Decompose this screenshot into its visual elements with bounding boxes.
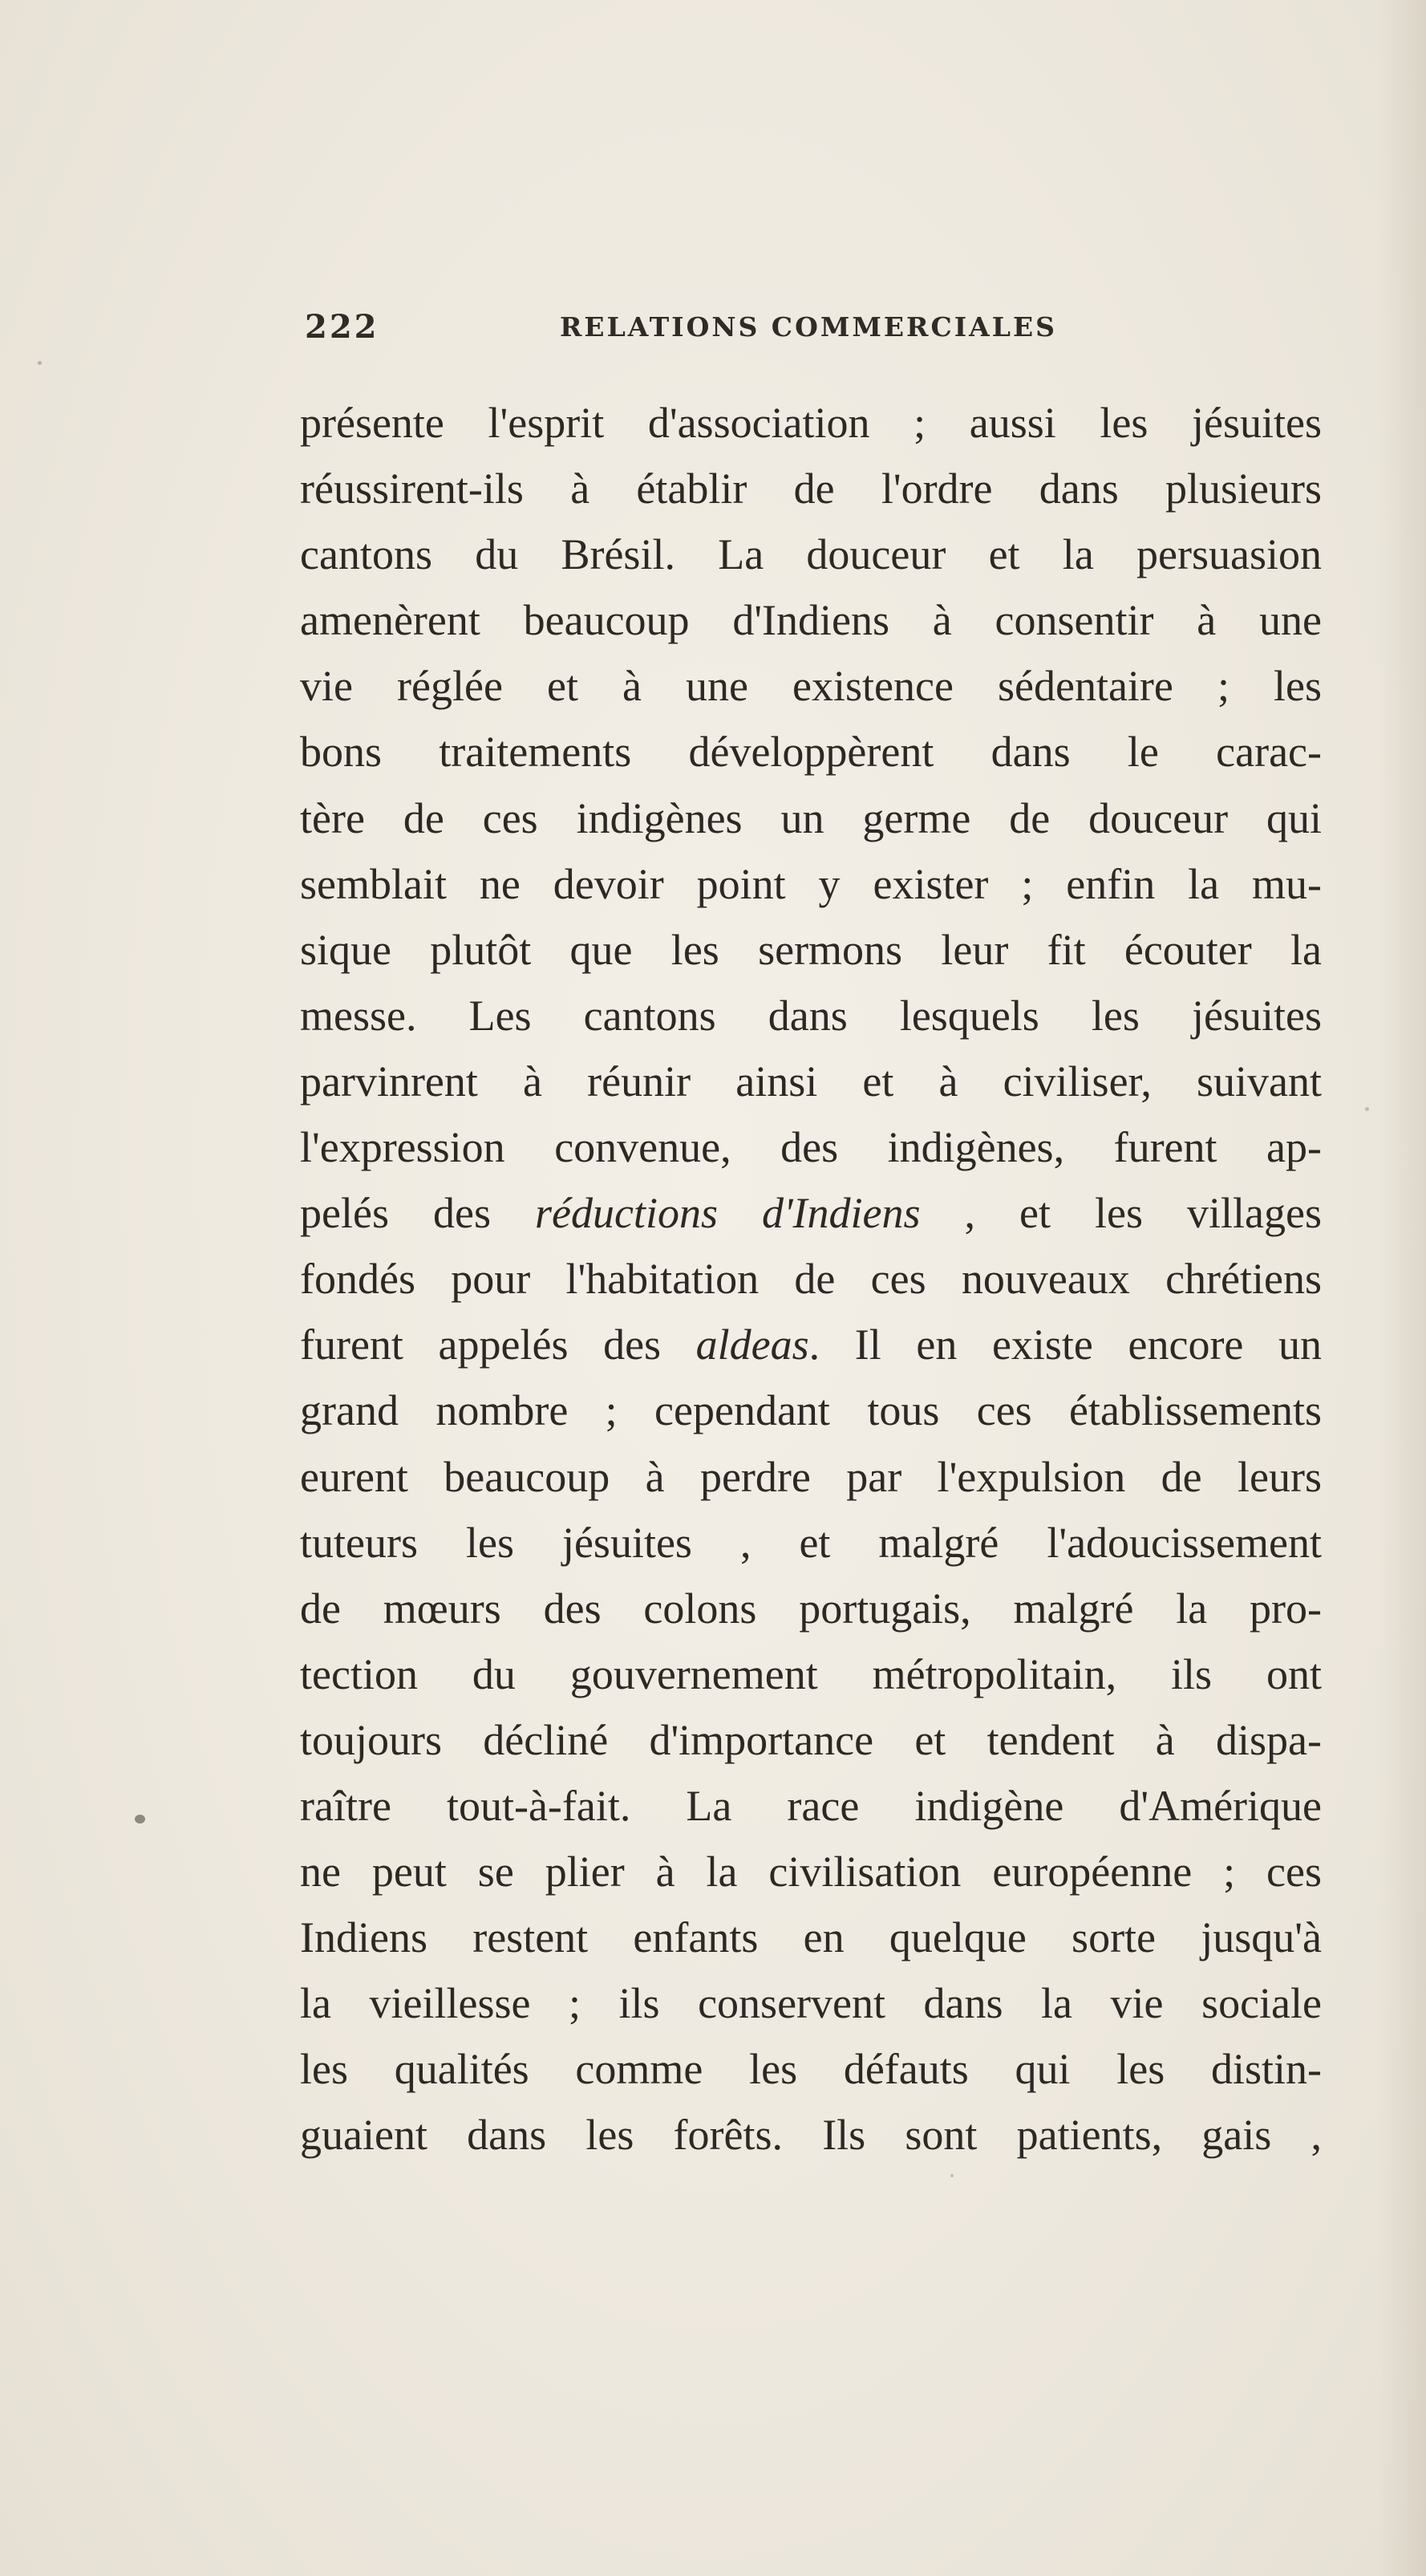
text-line [300, 851, 1322, 917]
text-line [300, 456, 1322, 521]
text-line [300, 587, 1322, 653]
text-segment: eurent beaucoup à perdre par l'expulsion de leurs [300, 1452, 1322, 1501]
text-line [300, 1312, 1322, 1377]
page-number: 222 [305, 308, 379, 346]
text-segment: fondés pour l'habitation de ces nouveaux chrétiens [300, 1255, 1322, 1304]
text-segment: , et les villages [920, 1189, 1322, 1238]
text-segment: réussirent-ils à établir de l'ordre dans plusieurs [300, 464, 1322, 513]
text-line [300, 719, 1322, 785]
text-line [300, 917, 1322, 983]
text-segment: raître tout-à-fait. La race indigène d'Amérique [300, 1781, 1322, 1830]
text-segment: Indiens restent enfants en quelque sorte jusqu'à [300, 1913, 1322, 1962]
text-line [300, 521, 1322, 587]
text-line [300, 1246, 1322, 1312]
text-line [300, 1839, 1322, 1905]
text-segment: semblait ne devoir point y exister ; enfin la mu- [300, 859, 1322, 908]
text-segment: l'expression convenue, des indigènes, furent ap- [300, 1123, 1322, 1172]
text-line [300, 653, 1322, 719]
text-line [300, 1377, 1322, 1443]
text-line [300, 390, 1322, 456]
text-segment: de mœurs des colons portugais, malgré la pro- [300, 1584, 1322, 1633]
text-line [300, 1576, 1322, 1641]
text-segment: furent appelés des [300, 1320, 696, 1369]
text-segment: tection du gouvernement métropolitain, ils ont [300, 1649, 1322, 1698]
text-segment: parvinrent à réunir ainsi et à civiliser, suivant [300, 1057, 1322, 1105]
text-segment: sique plutôt que les sermons leur fit écouter la [300, 925, 1322, 974]
running-title: RELATIONS COMMERCIALES [560, 311, 1057, 343]
paper-speck [950, 2174, 954, 2177]
text-line [300, 1114, 1322, 1180]
text-line [300, 1641, 1322, 1707]
running-head [303, 308, 1325, 356]
text-segment: bons traitements développèrent dans le carac- [300, 728, 1322, 777]
text-segment: . Il en existe encore un [808, 1320, 1323, 1369]
text-segment: amenèrent beaucoup d'Indiens à consentir à une [300, 596, 1322, 645]
italic-term: aldeas [695, 1320, 809, 1369]
text-segment: tuteurs les jésuites , et malgré l'adoucissement [300, 1518, 1322, 1567]
text-line [300, 1707, 1322, 1773]
text-segment: la vieillesse ; ils conservent dans la vie sociale [300, 1979, 1322, 2028]
text-segment: grand nombre ; cependant tous ces établissements [300, 1386, 1322, 1435]
text-line [300, 2036, 1322, 2102]
paper-speck [1365, 1107, 1369, 1111]
text-line [300, 1970, 1322, 2036]
text-segment: vie réglée et à une existence sédentaire ; les [300, 662, 1322, 711]
text-segment: ne peut se plier à la civilisation européenne ; ces [300, 1848, 1322, 1897]
text-segment: pelés des [300, 1189, 535, 1238]
text-line [300, 1510, 1322, 1576]
paper-speck [38, 361, 42, 365]
text-segment: tère de ces indigènes un germe de douceur qui [300, 793, 1322, 842]
text-segment: toujours décliné d'importance et tendent à dispa- [300, 1715, 1322, 1764]
text-segment: les qualités comme les défauts qui les distin- [300, 2045, 1322, 2094]
text-segment: guaient dans les forêts. Ils sont patients, gais , [300, 2111, 1322, 2160]
text-segment: présente l'esprit d'association ; aussi les jésuites [300, 399, 1322, 447]
text-line [300, 1773, 1322, 1839]
text-line [300, 1444, 1322, 1510]
text-line [300, 983, 1322, 1049]
body-text [300, 390, 1322, 2168]
italic-term: réductions d'Indiens [534, 1189, 921, 1238]
text-line [300, 1905, 1322, 1970]
text-segment: cantons du Brésil. La douceur et la persuasion [300, 530, 1322, 579]
paper-speck [135, 1815, 145, 1823]
text-line [300, 1049, 1322, 1114]
text-segment: messe. Les cantons dans lesquels les jésuites [300, 991, 1322, 1040]
text-line [300, 2102, 1322, 2168]
page-edge-shadow [1378, 0, 1426, 2576]
text-line [300, 1180, 1322, 1246]
text-line [300, 785, 1322, 851]
